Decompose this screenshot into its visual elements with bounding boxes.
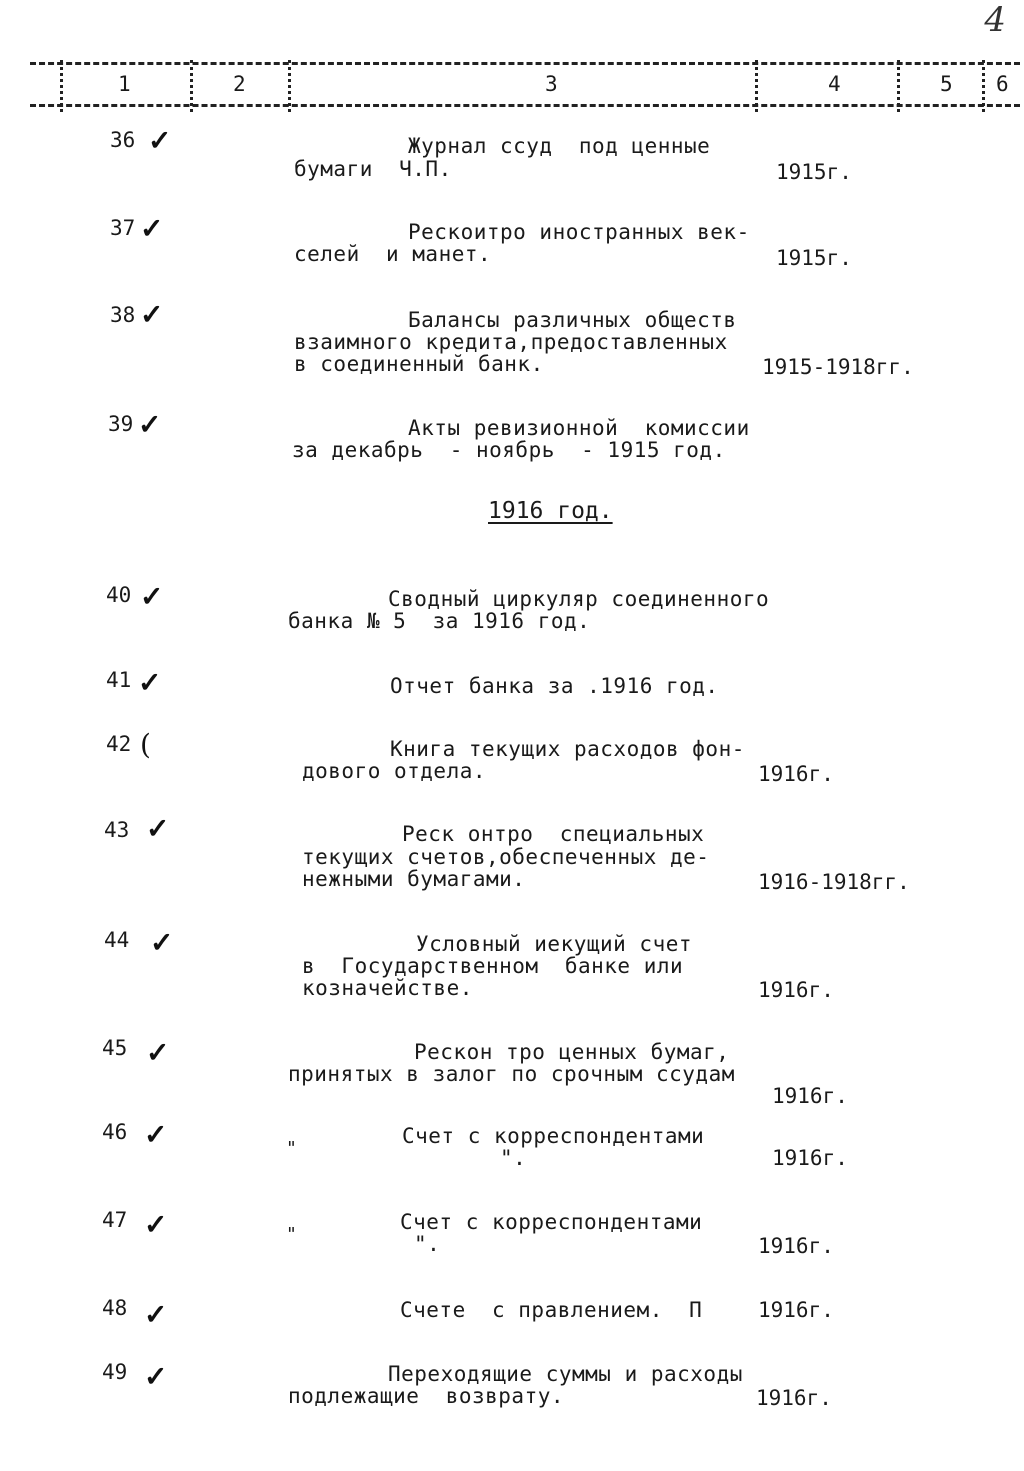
entry-number: 40 [106, 583, 132, 607]
entry-year: 1916г. [758, 762, 834, 786]
entry-number: 38 [110, 303, 136, 327]
column-header-5: 5 [940, 72, 953, 96]
check-mark: ✓ [140, 212, 164, 245]
check-mark: ✓ [140, 580, 164, 613]
entry-number: 44 [104, 928, 130, 952]
entry-title-line: Отчет банка за .1916 год. [390, 674, 719, 698]
entry-title-line: Переходящие суммы и расходы [388, 1362, 743, 1386]
check-mark: ✓ [146, 1036, 170, 1069]
entry-title-line: Счете с правлением. П [400, 1298, 703, 1322]
entry-title-line: взаимного кредита,предоставленных [294, 330, 728, 354]
entry-year: 1915г. [776, 160, 852, 184]
entry-title-line: Акты ревизионной комиссии [408, 416, 750, 440]
column-divider [60, 60, 63, 112]
entry-number: 36 [110, 128, 136, 152]
check-mark: ✓ [138, 666, 162, 699]
entry-title-line: принятых в залог по срочным ссудам [288, 1062, 735, 1086]
check-mark: ✓ [146, 812, 170, 845]
entry-number: 42 [106, 732, 132, 756]
column-header-1: 1 [118, 72, 131, 96]
header-rule-bottom [30, 104, 1020, 107]
column-divider [982, 60, 985, 112]
ditto-mark: " [286, 1138, 297, 1159]
entry-title-line: Рескоитро иностранных век- [408, 220, 750, 244]
column-header-4: 4 [828, 72, 841, 96]
entry-title-line: Балансы различных обществ [408, 308, 737, 332]
entry-title-line: Реск онтро специальных [402, 822, 705, 846]
entry-year: 1915-1918гг. [762, 355, 914, 379]
column-divider [288, 60, 291, 112]
entry-number: 46 [102, 1120, 128, 1144]
entry-year: 1916г. [758, 1298, 834, 1322]
entry-number: 41 [106, 668, 132, 692]
column-divider [190, 60, 193, 112]
check-mark: ✓ [144, 1360, 168, 1393]
entry-number: 48 [102, 1296, 128, 1320]
check-mark: ✓ [148, 124, 172, 157]
header-rule-top [30, 62, 1020, 65]
entry-title-line: нежными бумагами. [302, 867, 526, 891]
section-heading: 1916 год. [488, 498, 613, 524]
check-mark: ✓ [140, 298, 164, 331]
entry-title-line: в Государственном банке или [302, 954, 684, 978]
entry-title-line: Книга текущих расходов фон- [390, 737, 745, 761]
entry-title-line: в соединенный банк. [294, 352, 544, 376]
column-divider [897, 60, 900, 112]
check-mark: ✓ [144, 1118, 168, 1151]
entry-number: 43 [104, 818, 130, 842]
entry-title-line: подлежащие возврату. [288, 1384, 565, 1408]
check-mark: ( [140, 728, 151, 761]
entry-title-line: Счет с корреспондентами [400, 1210, 703, 1234]
entry-number: 37 [110, 216, 136, 240]
entry-number: 49 [102, 1360, 128, 1384]
entry-title-line: Счет с корреспондентами [402, 1124, 705, 1148]
entry-title-line: дового отдела. [302, 759, 487, 783]
check-mark: ✓ [144, 1208, 168, 1241]
ditto-mark: " [286, 1224, 297, 1245]
entry-title-line: ". [414, 1232, 441, 1256]
entry-year: 1916г. [756, 1386, 832, 1410]
entry-year: 1916г. [758, 978, 834, 1002]
entry-year: 1916-1918гг. [758, 870, 910, 894]
entry-title-line: ". [500, 1146, 527, 1170]
entry-title-line: козначействе. [302, 976, 473, 1000]
entry-year: 1916г. [772, 1084, 848, 1108]
entry-number: 47 [102, 1208, 128, 1232]
entry-year: 1915г. [776, 246, 852, 270]
entry-title-line: за декабрь - ноябрь - 1915 год. [292, 438, 726, 462]
entry-title-line: Условный иекущий счет [416, 932, 693, 956]
entry-number: 45 [102, 1036, 128, 1060]
entry-title-line: селей и манет. [294, 242, 492, 266]
entry-title-line: Рескон тро ценных бумаг, [414, 1040, 730, 1064]
check-mark: ✓ [150, 926, 174, 959]
entry-title-line: бумаги Ч.П. [294, 157, 452, 181]
entry-title-line: Журнал ссуд под ценные [408, 134, 711, 158]
check-mark: ✓ [138, 408, 162, 441]
entry-title-line: банка № 5 за 1916 год. [288, 609, 591, 633]
column-divider [755, 60, 758, 112]
entry-title-line: текущих счетов,обеспеченных де- [302, 845, 710, 869]
entry-title-line: Сводный циркуляр соединенного [388, 587, 770, 611]
column-header-2: 2 [233, 72, 246, 96]
page-number: 4 [984, 0, 1006, 40]
column-header-6: 6 [996, 72, 1009, 96]
entry-year: 1916г. [772, 1146, 848, 1170]
check-mark: ✓ [144, 1298, 168, 1331]
entry-year: 1916г. [758, 1234, 834, 1258]
entry-number: 39 [108, 412, 134, 436]
column-header-3: 3 [545, 72, 558, 96]
